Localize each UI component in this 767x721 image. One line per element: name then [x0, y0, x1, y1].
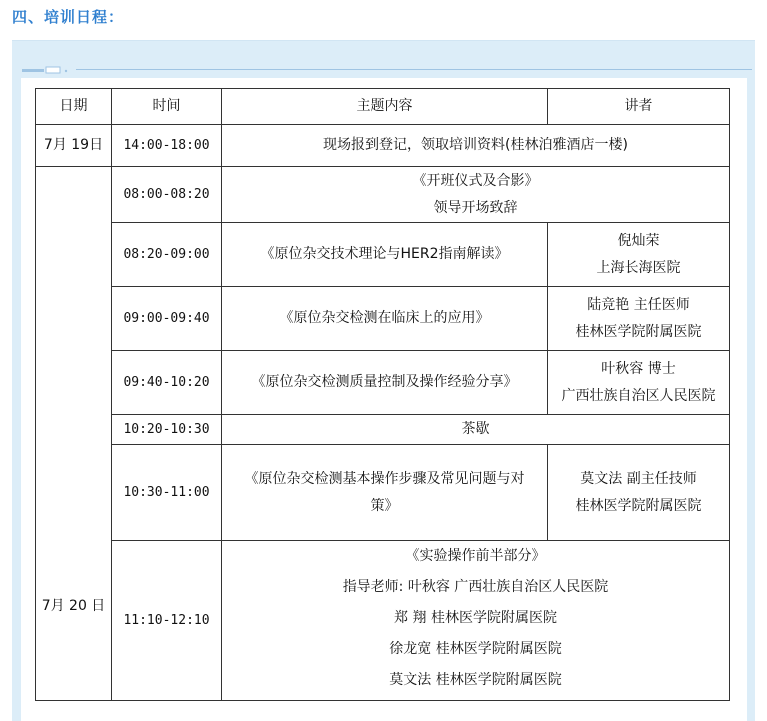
time-cell: 08:00-08:20	[112, 167, 222, 223]
topic-line: 策》	[370, 497, 399, 514]
time-cell: 09:40-10:20	[112, 351, 222, 415]
time-cell: 11:10-12:10	[112, 541, 222, 701]
panel-header-decoration-icon	[22, 65, 72, 75]
header-speaker: 讲者	[548, 89, 730, 125]
topic-cell: 茶歇	[222, 415, 730, 445]
header-row	[36, 89, 730, 125]
table-row	[36, 287, 730, 351]
speaker-affiliation: 广西壮族自治区人民医院	[561, 387, 716, 404]
speaker-cell	[548, 287, 730, 351]
instructor-line: 莫文法 桂林医学院附属医院	[389, 672, 562, 688]
speaker-name: 莫文法 副主任技师	[580, 470, 697, 487]
date-cell: 7月 19日	[36, 125, 112, 167]
speaker-name: 叶秋容 博士	[601, 360, 676, 377]
speaker-affiliation: 桂林医学院附属医院	[575, 497, 702, 514]
table-row	[36, 415, 730, 445]
topic-cell	[222, 167, 730, 223]
topic-line: 《原位杂交检测基本操作步骤及常见问题与对	[244, 470, 525, 487]
section-title: 四、培训日程：	[12, 8, 125, 26]
time-cell: 09:00-09:40	[112, 287, 222, 351]
speaker-cell	[548, 351, 730, 415]
speaker-name: 倪灿荣	[617, 232, 660, 249]
table-row	[36, 541, 730, 701]
speaker-name: 陆竞艳 主任医师	[587, 296, 690, 313]
header-topic: 主题内容	[222, 89, 548, 125]
speaker-cell	[548, 445, 730, 541]
topic-cell: 《原位杂交技术理论与HER2指南解读》	[222, 223, 548, 287]
instructor-line: 指导老师: 叶秋容 广西壮族自治区人民医院	[342, 579, 609, 595]
topic-cell	[222, 541, 730, 701]
topic-line: 领导开场致辞	[433, 199, 518, 216]
time-cell: 10:20-10:30	[112, 415, 222, 445]
speaker-affiliation: 桂林医学院附属医院	[575, 323, 702, 340]
time-cell: 14:00-18:00	[112, 125, 222, 167]
table-row	[36, 223, 730, 287]
schedule-sheet	[21, 78, 747, 721]
date-cell: 7月 20 日	[36, 167, 112, 701]
panel-divider	[76, 69, 752, 70]
schedule-table	[35, 88, 730, 701]
table-row	[36, 351, 730, 415]
topic-line: 《开班仪式及合影》	[412, 172, 539, 189]
speaker-cell	[548, 223, 730, 287]
schedule-panel	[12, 40, 755, 721]
topic-cell: 《原位杂交检测在临床上的应用》	[222, 287, 548, 351]
topic-cell	[222, 445, 548, 541]
time-cell: 10:30-11:00	[112, 445, 222, 541]
table-row	[36, 445, 730, 541]
header-time: 时间	[112, 89, 222, 125]
topic-cell: 《原位杂交检测质量控制及操作经验分享》	[222, 351, 548, 415]
speaker-affiliation: 上海长海医院	[596, 259, 681, 276]
topic-cell: 现场报到登记，领取培训资料(桂林泊雅酒店一楼)	[222, 125, 730, 167]
table-row	[36, 167, 730, 223]
instructor-line: 郑 翔 桂林医学院附属医院	[394, 610, 557, 626]
topic-line: 《实验操作前半部分》	[405, 548, 546, 564]
table-row	[36, 125, 730, 167]
time-cell: 08:20-09:00	[112, 223, 222, 287]
instructor-line: 徐龙宽 桂林医学院附属医院	[389, 641, 562, 657]
header-date: 日期	[36, 89, 112, 125]
